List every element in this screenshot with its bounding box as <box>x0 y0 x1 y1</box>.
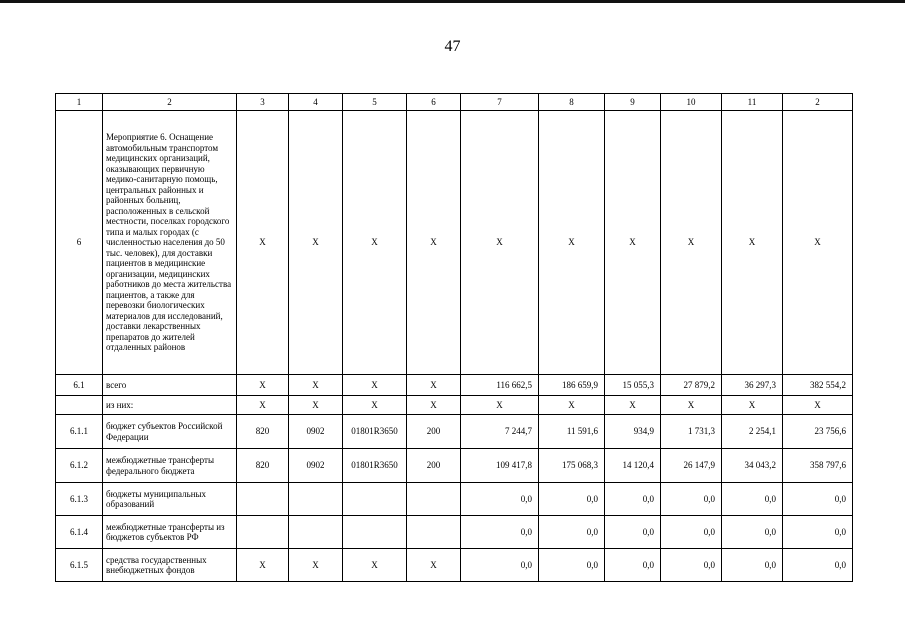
cell-c12: 0,0 <box>783 516 853 549</box>
cell-c9: 0,0 <box>605 483 661 516</box>
cell-c9: 15 055,3 <box>605 375 661 396</box>
header-cell: 2 <box>783 94 853 111</box>
cell-c5: X <box>343 549 407 582</box>
cell-c3 <box>237 516 289 549</box>
table-row <box>56 483 853 516</box>
row-number: 6.1.1 <box>56 415 103 449</box>
cell-c4 <box>289 516 343 549</box>
top-border-line <box>0 0 905 3</box>
cell-c12: X <box>783 396 853 415</box>
cell-c10: 27 879,2 <box>661 375 722 396</box>
cell-c9: 0,0 <box>605 516 661 549</box>
cell-c6: X <box>407 375 461 396</box>
cell-c12: X <box>783 111 853 375</box>
row-name: межбюджетные трансферты федерального бюджета <box>103 449 237 483</box>
cell-c3: X <box>237 111 289 375</box>
cell-c6 <box>407 483 461 516</box>
header-cell: 11 <box>722 94 783 111</box>
header-cell: 2 <box>103 94 237 111</box>
header-cell: 4 <box>289 94 343 111</box>
header-cell: 1 <box>56 94 103 111</box>
row-number: 6.1.2 <box>56 449 103 483</box>
row-name: всего <box>103 375 237 396</box>
cell-c3: X <box>237 396 289 415</box>
row-name: бюджет субъектов Российской Федерации <box>103 415 237 449</box>
row-name: средства государственных внебюджетных фондов <box>103 549 237 582</box>
cell-c12: 358 797,6 <box>783 449 853 483</box>
table-header-row <box>56 94 853 111</box>
cell-c5: 01801R3650 <box>343 415 407 449</box>
cell-c8: 0,0 <box>539 483 605 516</box>
cell-c7: 0,0 <box>461 483 539 516</box>
row-number: 6.1 <box>56 375 103 396</box>
cell-c11: 2 254,1 <box>722 415 783 449</box>
header-cell: 10 <box>661 94 722 111</box>
cell-c7: 0,0 <box>461 549 539 582</box>
cell-c10: 1 731,3 <box>661 415 722 449</box>
cell-c6 <box>407 516 461 549</box>
cell-c11: 0,0 <box>722 516 783 549</box>
table-row <box>56 549 853 582</box>
table-row <box>56 449 853 483</box>
row-name: бюджеты муниципальных образований <box>103 483 237 516</box>
cell-c12: 382 554,2 <box>783 375 853 396</box>
row-number: 6.1.3 <box>56 483 103 516</box>
table-row <box>56 396 853 415</box>
cell-c7: 7 244,7 <box>461 415 539 449</box>
header-cell: 3 <box>237 94 289 111</box>
table-row <box>56 375 853 396</box>
row-number <box>56 396 103 415</box>
cell-c8: 186 659,9 <box>539 375 605 396</box>
cell-c9: 0,0 <box>605 549 661 582</box>
cell-c11: 34 043,2 <box>722 449 783 483</box>
cell-c4 <box>289 483 343 516</box>
cell-c7: 109 417,8 <box>461 449 539 483</box>
cell-c4: X <box>289 549 343 582</box>
cell-c9: X <box>605 396 661 415</box>
cell-c11: 36 297,3 <box>722 375 783 396</box>
cell-c6: 200 <box>407 415 461 449</box>
cell-c8: X <box>539 396 605 415</box>
cell-c4: X <box>289 396 343 415</box>
cell-c9: X <box>605 111 661 375</box>
cell-c5 <box>343 483 407 516</box>
header-cell: 5 <box>343 94 407 111</box>
row-name: межбюджетные трансферты из бюджетов субъектов РФ <box>103 516 237 549</box>
budget-table <box>55 93 853 582</box>
table-row <box>56 415 853 449</box>
page-number: 47 <box>444 38 461 55</box>
row-number: 6.1.5 <box>56 549 103 582</box>
header-cell: 9 <box>605 94 661 111</box>
row-number: 6.1.4 <box>56 516 103 549</box>
cell-c4: 0902 <box>289 415 343 449</box>
header-cell: 8 <box>539 94 605 111</box>
header-cell: 6 <box>407 94 461 111</box>
cell-c8: 0,0 <box>539 549 605 582</box>
cell-c5: X <box>343 396 407 415</box>
table-row <box>56 516 853 549</box>
cell-c8: 175 068,3 <box>539 449 605 483</box>
cell-c6: X <box>407 396 461 415</box>
row-number: 6 <box>56 111 103 375</box>
cell-c12: 0,0 <box>783 549 853 582</box>
cell-c3: 820 <box>237 415 289 449</box>
cell-c7: 0,0 <box>461 516 539 549</box>
cell-c11: 0,0 <box>722 549 783 582</box>
cell-c5: X <box>343 111 407 375</box>
cell-c9: 14 120,4 <box>605 449 661 483</box>
cell-c3 <box>237 483 289 516</box>
cell-c9: 934,9 <box>605 415 661 449</box>
cell-c3: X <box>237 549 289 582</box>
cell-c6: X <box>407 111 461 375</box>
row-name: из них: <box>103 396 237 415</box>
cell-c5: 01801R3650 <box>343 449 407 483</box>
cell-c5 <box>343 516 407 549</box>
cell-c8: 11 591,6 <box>539 415 605 449</box>
cell-c10: 0,0 <box>661 549 722 582</box>
cell-c11: X <box>722 396 783 415</box>
cell-c10: X <box>661 111 722 375</box>
cell-c6: 200 <box>407 449 461 483</box>
cell-c7: X <box>461 111 539 375</box>
cell-c12: 0,0 <box>783 483 853 516</box>
cell-c3: X <box>237 375 289 396</box>
cell-c5: X <box>343 375 407 396</box>
cell-c4: 0902 <box>289 449 343 483</box>
cell-c10: 0,0 <box>661 483 722 516</box>
cell-c6: X <box>407 549 461 582</box>
cell-c12: 23 756,6 <box>783 415 853 449</box>
cell-c3: 820 <box>237 449 289 483</box>
cell-c10: 0,0 <box>661 516 722 549</box>
cell-c10: 26 147,9 <box>661 449 722 483</box>
header-cell: 7 <box>461 94 539 111</box>
cell-c8: 0,0 <box>539 516 605 549</box>
cell-c7: X <box>461 396 539 415</box>
row-name: Мероприятие 6. Оснащение автомобильным транспортом медицинских организаций, оказывающих первичную медико-санитарную помощь, центральных районных и районных больниц, расположенных в сельской местности, поселках городского типа и малых городах (с численностью населения до 50 тыс. человек), для доставки пациентов в медицинские организации, медицинских работников до места жительства пациентов, а также для перевозки биологических материалов для исследований, доставки лекарственных препаратов до жителей отдаленных районов <box>103 111 237 375</box>
cell-c4: X <box>289 111 343 375</box>
cell-c4: X <box>289 375 343 396</box>
table-row <box>56 111 853 375</box>
cell-c11: X <box>722 111 783 375</box>
cell-c10: X <box>661 396 722 415</box>
cell-c8: X <box>539 111 605 375</box>
cell-c11: 0,0 <box>722 483 783 516</box>
cell-c7: 116 662,5 <box>461 375 539 396</box>
